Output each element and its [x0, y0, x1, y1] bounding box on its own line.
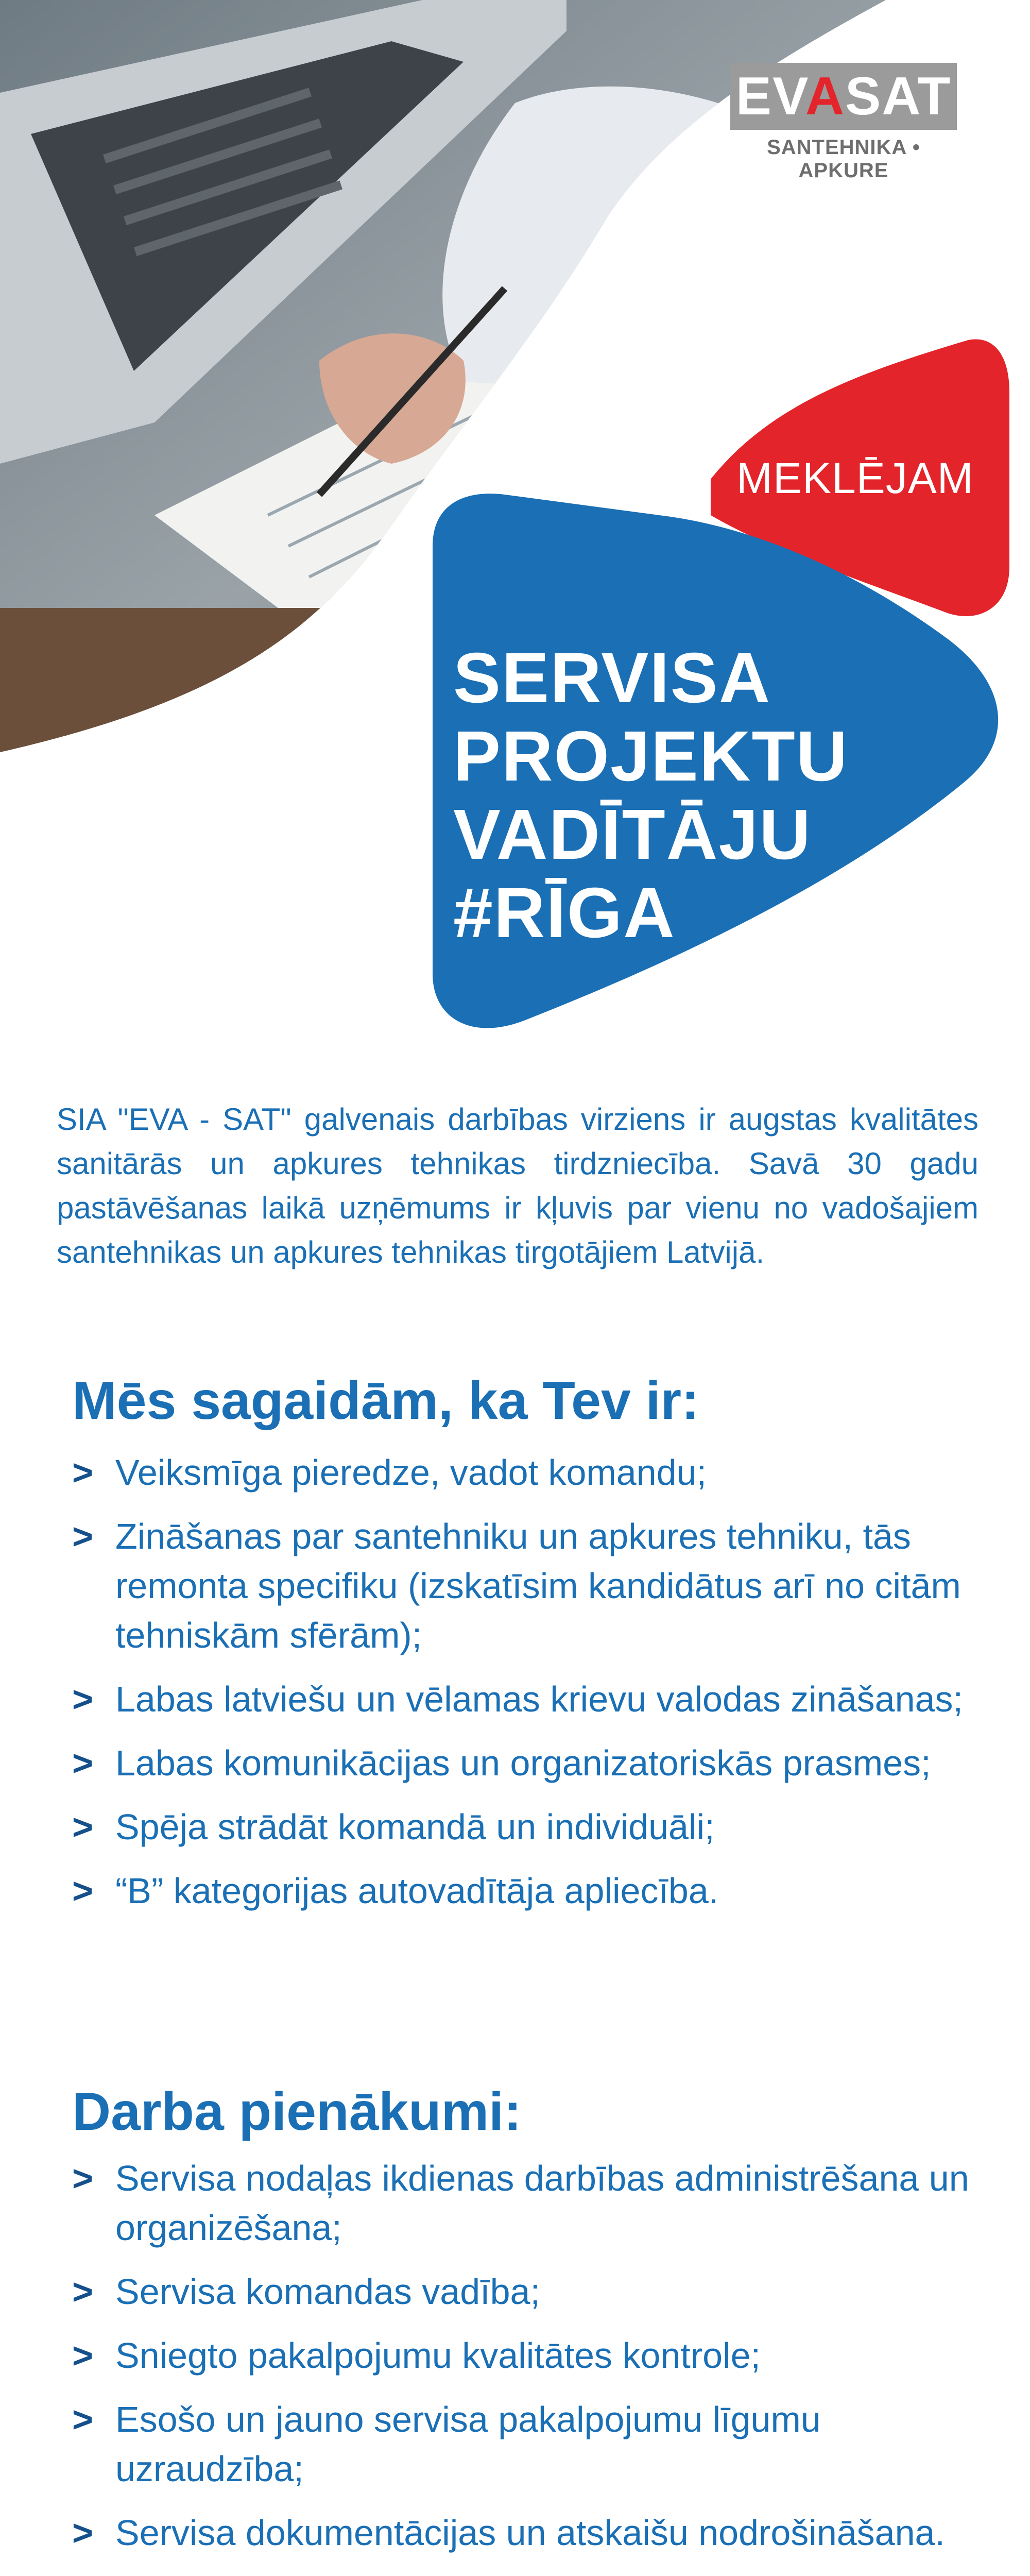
logo-part-ev: EV	[735, 66, 805, 126]
chevron-right-icon: >	[72, 1743, 93, 1783]
list-item	[72, 2508, 978, 2557]
list-item	[72, 1802, 978, 1852]
list-item-text: Servisa komandas vadība;	[115, 2272, 540, 2312]
list-item	[72, 1866, 978, 1916]
hero-title	[453, 639, 848, 952]
list-item	[72, 2331, 978, 2380]
hero-title-line: SERVISA	[453, 638, 771, 718]
logo-part-sat: SAT	[845, 66, 952, 126]
list-item-text: Servisa nodaļas ikdienas darbības administrēšana un organizēšana;	[115, 2158, 969, 2248]
chevron-right-icon: >	[72, 2399, 93, 2439]
duties-title: Darba pienākumi:	[72, 2082, 522, 2142]
requirements-title: Mēs sagaidām, ka Tev ir:	[72, 1371, 699, 1431]
list-item-text: Labas latviešu un vēlamas krievu valodas zināšanas;	[115, 1679, 963, 1719]
list-item	[72, 1674, 978, 1724]
chevron-right-icon: >	[72, 1516, 93, 1556]
hero-title-line: PROJEKTU	[453, 717, 849, 796]
list-item-text: Esošo un jauno servisa pakalpojumu līgumu uzraudzība;	[115, 2399, 821, 2489]
hero-title-line: VADĪTĀJU	[453, 795, 812, 874]
chevron-right-icon: >	[72, 1871, 93, 1911]
list-item	[72, 2154, 978, 2252]
chevron-right-icon: >	[72, 2158, 93, 2198]
list-item-text: Servisa dokumentācijas un atskaišu nodrošināšana.	[115, 2513, 945, 2553]
hero-tag: MEKLĒJAM	[736, 454, 974, 502]
list-item	[72, 1738, 978, 1788]
evasat-logo-subtitle: SANTEHNIKA • APKURE	[767, 136, 920, 182]
evasat-logo	[730, 63, 957, 182]
list-item-text: Spēja strādāt komandā un individuāli;	[115, 1807, 715, 1847]
list-item	[72, 1448, 978, 1497]
logo-part-a: A	[805, 66, 845, 126]
chevron-right-icon: >	[72, 1452, 93, 1493]
list-item-text: Zināšanas par santehniku un apkures tehniku, tās remonta specifiku (izskatīsim kandidātus arī no citām tehniskām sfērām);	[115, 1516, 961, 1655]
hero-banner	[0, 0, 1030, 1056]
chevron-right-icon: >	[72, 2335, 93, 2376]
list-item	[72, 2267, 978, 2316]
requirements-list	[72, 1448, 978, 1930]
hero-title-line: #RĪGA	[453, 873, 676, 953]
chevron-right-icon: >	[72, 2513, 93, 2553]
evasat-logo-mark	[730, 63, 957, 130]
list-item-text: Sniegto pakalpojumu kvalitātes kontrole;	[115, 2335, 761, 2376]
chevron-right-icon: >	[72, 2272, 93, 2312]
list-item	[72, 1512, 978, 1660]
duties-list	[72, 2154, 978, 2572]
list-item-text: Labas komunikācijas un organizatoriskās prasmes;	[115, 1743, 931, 1783]
chevron-right-icon: >	[72, 1679, 93, 1719]
chevron-right-icon: >	[72, 1807, 93, 1847]
company-intro: SIA "EVA - SAT" galvenais darbības virziens ir augstas kvalitātes sanitārās un apkures tehnikas tirdzniecība. Savā 30 gadu pastāvēšanas laikā uzņēmums ir kļuvis par vienu no vadošajiem santehnikas un apkures tehnikas tirgotājiem Latvijā.	[57, 1102, 978, 1269]
list-item-text: Veiksmīga pieredze, vadot komandu;	[115, 1452, 707, 1493]
list-item	[72, 2395, 978, 2494]
list-item-text: “B” kategorijas autovadītāja apliecība.	[115, 1871, 719, 1911]
